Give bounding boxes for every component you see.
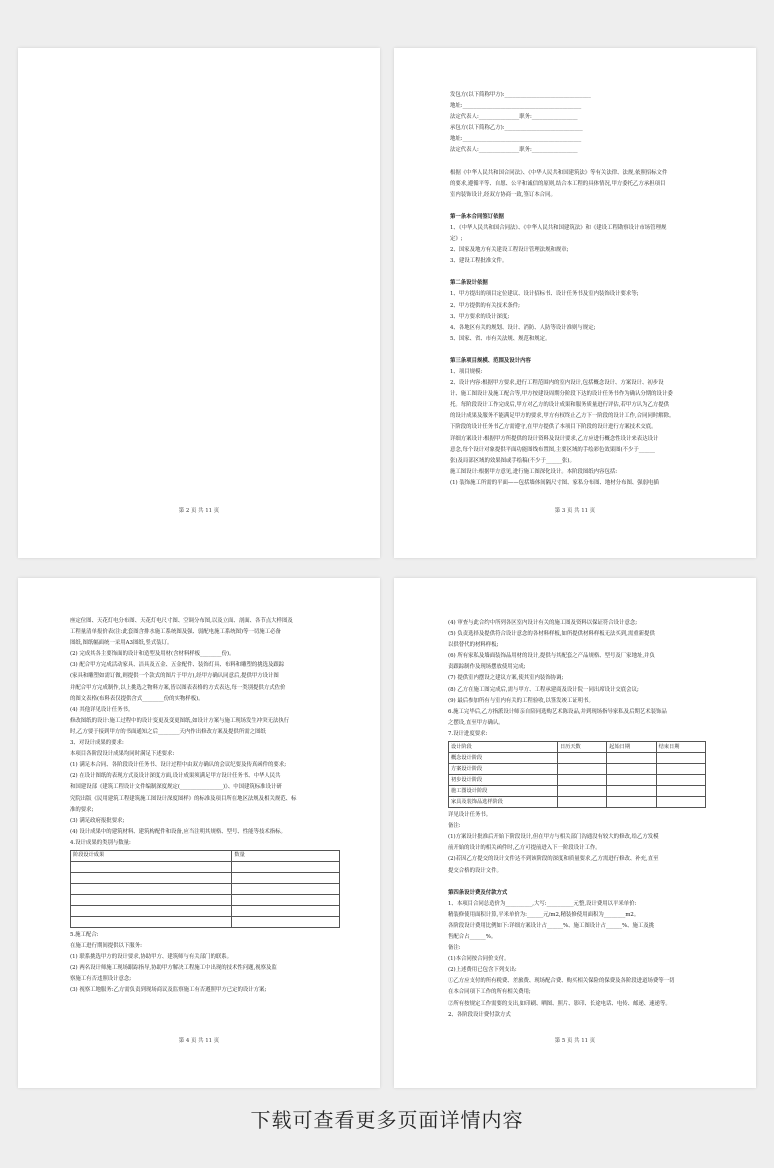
section-heading: 第四条设计费及付款方式 <box>448 889 508 896</box>
text-line: 座定位图、天花灯电分布图、天花灯电尺寸图、空调分布图,以及立面、剖面、各节点大样图及 <box>70 618 293 624</box>
text-line: 根据《中华人民共和国合同法》、《中华人民共和国建筑法》等有关法律、法规,依照招标文件 <box>450 169 668 176</box>
page-footer: 第 4 页 共 11 页 <box>178 1038 220 1044</box>
document-page-5 <box>394 578 756 1088</box>
page-content <box>450 90 706 489</box>
text-line: 各阶段设计费用比例如下:详细方案设计占______%、施工图设计占______%、施工及挑 <box>448 922 655 929</box>
text-line: 地址:____________________________________________ <box>450 136 582 143</box>
table-cell <box>656 775 705 786</box>
table-cell <box>656 753 705 764</box>
text-line: 和国建设部《建筑工程设计文件编制深度规定(________________)》、中国建筑标准设计研 <box>70 784 282 791</box>
table-cell <box>71 861 232 872</box>
table-cell <box>607 775 656 786</box>
text-line: (3) 视察工地服务:乙方需负责到现场商议及监察施工有否遵照甲方已定的设计方案; <box>70 987 267 994</box>
text-line: 法定代表人:_______________职务:_________________ <box>450 147 578 154</box>
text-line: (家具和雕塑如需订做,则提供一个款式的图片于甲方),经甲方确认同意后,提供甲方设计图 <box>70 673 279 680</box>
text-line: (1)本合同按合同价支付。 <box>448 956 510 963</box>
text-line: 精装修使用面积计算,平米单价为:______元/m2,精装修使用面积为________m2。 <box>448 911 640 918</box>
text-line: 1、项目规模: <box>450 368 483 375</box>
schedule-table <box>448 741 706 808</box>
text-line <box>450 267 706 278</box>
table-cell <box>557 786 606 797</box>
table-cell: 方案设计阶段 <box>449 764 558 775</box>
text-line: 前开始的设计的相关函件时,乙方可提前进入下一阶段设计工作。 <box>448 845 601 852</box>
table-cell <box>557 797 606 808</box>
table-header-cell: 阶段设计成果 <box>71 850 232 861</box>
table-cell <box>232 872 340 883</box>
text-line: 2、国家及地方有关建设工程设计管理法规和规章; <box>450 247 569 254</box>
text-line: 2、设计内容:根据甲方要求,进行工程范围内的室内设计,包括概念设计、方案设计、初步设 <box>450 380 664 387</box>
table-cell <box>232 894 340 905</box>
deliverables-table <box>70 850 340 928</box>
table-row <box>71 894 340 905</box>
table-cell <box>232 861 340 872</box>
text-line: 图纸,图纸幅面统一采用A3图纸,竖式装订。 <box>70 640 173 647</box>
page-content <box>70 616 340 997</box>
text-line: ①乙方应支付的所有税费、差旅费、现场配合费、购买相关保险的保费及各阶段进道场费等一切 <box>448 978 675 985</box>
text-line: 1、甲方提出的项目定位建议、设计招标书、设计任务书及室内装饰设计要求等; <box>450 291 639 298</box>
section-heading: 第三条项目规模、范围及设计内容 <box>450 357 531 364</box>
text-line: (2)上述费用已包含下列支出: <box>448 967 517 974</box>
table-cell <box>232 916 340 927</box>
text-line: (2) 两名设计师施工现场跟踪指导,协助甲方解决工程施工中出现的技术性问题,视察及监 <box>70 965 277 972</box>
table-row <box>449 753 706 764</box>
text-line: 售配合占______%。 <box>448 933 497 940</box>
table-cell <box>607 786 656 797</box>
text-line: 2、甲方提供的有关技术条件; <box>450 302 520 309</box>
table-row <box>71 916 340 927</box>
table-row <box>449 764 706 775</box>
text-block <box>70 930 340 997</box>
table-cell <box>71 872 232 883</box>
text-line: 6.施工完毕后,乙方指派设计师亲自陪同选购艺术陈设品,并到现场指导家私及后期艺术装饰品 <box>448 708 667 715</box>
text-line: 5、国家、省、市有关法规、规范和规定。 <box>450 335 551 342</box>
text-line: 下阶段的设计任务书乙方需遵守,在甲方提供了本项目下阶段的设计进行方案技术交底。 <box>450 424 657 431</box>
text-line: 5.施工配合: <box>70 931 99 938</box>
text-line: 备注: <box>448 945 461 952</box>
text-line: 的设计成果及服务不能满足甲方的要求,甲方有权终止乙方下一阶段的设计工作,合同同时解除。 <box>450 413 675 420</box>
table-cell <box>607 764 656 775</box>
text-line: (7) 提供室内摆设之建议方案,使其室内装饰协调; <box>448 675 564 682</box>
text-line: 施工图设计:根据甲方意见,进行施工图深化设计。本阶段图纸内容包括: <box>450 468 618 475</box>
text-line: 的图文表格(布料表仅提供含式________份的实物样板)。 <box>70 695 204 702</box>
page-footer: 第 3 页 共 11 页 <box>554 508 596 514</box>
table-cell <box>71 905 232 916</box>
text-line: (2) 在设计图纸的表现方式及设计深度方面,设计成果须满足甲方设计任务书、中华人民共 <box>70 773 281 780</box>
text-line: (4) 审查与此合约中所列各区室内设计有关的施工图及资料以保证符合设计意念; <box>448 620 638 626</box>
text-line: 以供替代的材料样板; <box>448 642 499 649</box>
text-line <box>450 201 706 212</box>
table-cell: 家具及装饰品选样阶段 <box>449 797 558 808</box>
table-row <box>449 786 706 797</box>
text-line: 在施工进行期间提供以下服务: <box>70 943 142 950</box>
table-cell: 初步设计阶段 <box>449 775 558 786</box>
text-block <box>448 618 706 740</box>
text-line: 发包方(以下简称甲方):________________________________ <box>450 92 591 98</box>
page-content <box>448 618 706 1021</box>
text-line: 张)及局部区域的效果图或手绘稿(不少于______张)。 <box>450 457 575 464</box>
table-cell <box>557 753 606 764</box>
text-line: 计、施工图设计及施工配合等,甲方按建设周期分阶段下达的设计任务书作为确认分期的设计委 <box>450 391 673 398</box>
text-line: (2)若因乙方提交的设计文件达不到该阶段的深度和质量要求,乙方需进行修改、补充,直至 <box>448 856 659 863</box>
table-header-cell: 起始日期 <box>607 742 656 753</box>
text-line: 工程量清单报价表(注:此套图含排水施工系统图及强、弱配电施工系统图)等一切施工必备 <box>70 629 281 636</box>
table-header-row <box>71 850 340 861</box>
text-line: (1) 满足本合同、各阶段设计任务书、设计过程中由双方确认的会议纪要及传真函件的要求; <box>70 762 287 769</box>
text-line: 察施工有否违照设计意念; <box>70 976 132 983</box>
text-line: 详见设计任务书。 <box>448 812 492 819</box>
text-line: 修改图纸的设计:施工过程中的设计变更及变更图纸,如设计方案与施工现场发生冲突无法执行 <box>70 717 290 724</box>
section-heading: 第二条设计依据 <box>450 280 488 287</box>
text-line: 详细方案设计:根据甲方所提供的设计资料及设计要求,乙方应进行概念性设计来表达设计 <box>450 435 659 442</box>
text-block <box>448 810 706 1021</box>
table-cell <box>656 797 705 808</box>
text-line: 意念,每个设计对象提供平面功能图线布置图,主要区域的手绘彩色效果图(不少于______ <box>450 446 655 453</box>
table-cell <box>607 797 656 808</box>
section-heading: 第一条本合同签订依据 <box>450 213 504 220</box>
text-line: 在本合同项下工作的所有相关费用; <box>448 989 531 996</box>
text-line: 2、各阶段设计费付款方式 <box>448 1011 511 1018</box>
table-cell <box>71 883 232 894</box>
text-line: (6) 所有家私及墙面装饰品用材的设计,提供与其配套之产品规格、型号及厂家地址,并负 <box>448 653 655 660</box>
table-row <box>71 883 340 894</box>
text-line: 提交合格的设计文件。 <box>448 867 502 874</box>
text-line: 本项目各阶段设计成果均同时满足下述要求: <box>70 751 175 758</box>
table-header-cell: 结束日期 <box>656 742 705 753</box>
text-line <box>448 877 706 888</box>
text-line <box>450 345 706 356</box>
text-line: (3) 配合甲方完成活动家具、洁具及五金、五金配件、装饰灯具、布料和雕塑的挑选及跟踪 <box>70 662 285 669</box>
table-header-cell: 数量 <box>232 850 340 861</box>
text-line: 责跟踪制作及现场摆放使用完成; <box>448 664 526 671</box>
table-cell: 概念设计阶段 <box>449 753 558 764</box>
table-row <box>71 861 340 872</box>
text-line: (8) 乙方在施工图完成后,需与甲方、工程承建商及设计院一同出席设计交底会议; <box>448 686 639 693</box>
text-line: 3、建设工程批准文件。 <box>450 258 508 265</box>
text-line: 的要求,遵循平等、自愿、公平和诚信的原则,结合本工程的具体情况,甲方委托乙方承担项目 <box>450 180 666 187</box>
table-cell <box>656 786 705 797</box>
text-line: 究院出版《民用建筑工程建筑施工图设计深度图样》的标准及项目所在地区法规及相关规范、标 <box>70 795 297 802</box>
text-line: (9) 最后参加所有与室内有关的工程验收,以签发竣工证明书。 <box>448 697 594 704</box>
table-cell <box>557 764 606 775</box>
table-header-cell: 设计阶段 <box>449 742 558 753</box>
text-line: (1) 联系挑选甲方的设计要求,协助甲方、建筑师与有关部门的联系。 <box>70 954 233 961</box>
text-line: 地址:____________________________________________ <box>450 103 582 110</box>
text-line: 托。每阶段设计工作完成后,甲方对乙方的设计成果和服务质量进行评估,若甲方认为乙方提供 <box>450 402 670 409</box>
text-line: ②所有按规定工作需要的支出,如印刷、晒图、照片、影印、长途电话、电传、邮递、速递等。 <box>448 1000 671 1007</box>
text-line: 定》; <box>450 236 463 243</box>
text-line: (5) 负责选择及提供符合设计意念的各材料样板,如所提供材料样板无法买到,需重新提供 <box>448 631 655 638</box>
table-cell <box>232 883 340 894</box>
text-line: (2) 完成其各主要饰面的设计和造型及用材(含材料样板________份)。 <box>70 651 235 658</box>
text-line: 时,乙方要于接到甲方的书面通知之后________天内作出修改方案及提供所需之图纸 <box>70 728 266 735</box>
table-cell <box>71 894 232 905</box>
page-footer: 第 2 页 共 11 页 <box>178 508 220 514</box>
text-line: 并配合甲方完成制作,以上挑选之物料方案,皆以图表表格的方式表达,每一类别提供方式佐价 <box>70 684 286 691</box>
text-line: 3、对设计成果的要求: <box>70 740 124 747</box>
download-more-caption: 下载可查看更多页面详情内容 <box>250 1108 524 1132</box>
text-line: 之摆设,直至甲方确认。 <box>448 719 504 726</box>
table-header-cell: 日历天数 <box>557 742 606 753</box>
table-row <box>71 905 340 916</box>
text-line: (4) 其他详见设计任务书。 <box>70 706 134 713</box>
text-line: (1) 装饰施工所需的平面——包括墙体间隔尺寸图、家私分布图、地材分布图、强弱电插 <box>450 479 659 486</box>
table-row <box>449 797 706 808</box>
text-line: 7.设计进度要求: <box>448 730 488 737</box>
text-line: 4、各地区有关的规划、设计、消防、人防等设计准则与规定; <box>450 324 596 331</box>
text-line: 承包方(以下简称乙方):_____________________________ <box>450 125 583 132</box>
text-line: 3、甲方要求的设计深度; <box>450 313 510 320</box>
table-cell <box>232 905 340 916</box>
text-block <box>70 616 340 849</box>
table-cell <box>557 775 606 786</box>
text-line: 备注: <box>448 823 461 830</box>
text-line: 4.设计成果的类别与数量: <box>70 839 131 846</box>
text-line: (1)方案设计批准后开始下阶段设计,但在甲方与相关部门沟通没有较大的修改,给乙方发模 <box>448 834 659 841</box>
document-page-4 <box>18 578 380 1088</box>
table-cell <box>607 753 656 764</box>
text-line: 准的要求; <box>70 806 94 813</box>
text-line: 法定代表人:_______________职务:_________________ <box>450 114 578 121</box>
table-cell <box>656 764 705 775</box>
text-line: 1、《中华人民共和国合同法》、《中华人民共和国建筑法》和《建设工程勘察设计市场管理规 <box>450 224 667 231</box>
text-line <box>450 157 706 168</box>
page-footer: 第 5 页 共 11 页 <box>554 1038 596 1044</box>
table-row <box>71 872 340 883</box>
document-page-3 <box>394 48 756 558</box>
text-line: (3) 满足政府报批要求; <box>70 817 125 824</box>
table-row <box>449 775 706 786</box>
text-line: 室内装饰设计,经双方协商一致,签订本合同。 <box>450 191 556 198</box>
table-header-row <box>449 742 706 753</box>
table-cell: 施工图设计阶段 <box>449 786 558 797</box>
text-line: 1、本项目合同总造价为__________,大写:__________元整,设计费用以平米单价: <box>448 900 637 907</box>
document-page-2 <box>18 48 380 558</box>
table-cell <box>71 916 232 927</box>
text-line: (4) 设计成果中的建筑材料、建筑构配件和设备,应当注明其规格、型号、性能等技术指标。 <box>70 828 286 835</box>
